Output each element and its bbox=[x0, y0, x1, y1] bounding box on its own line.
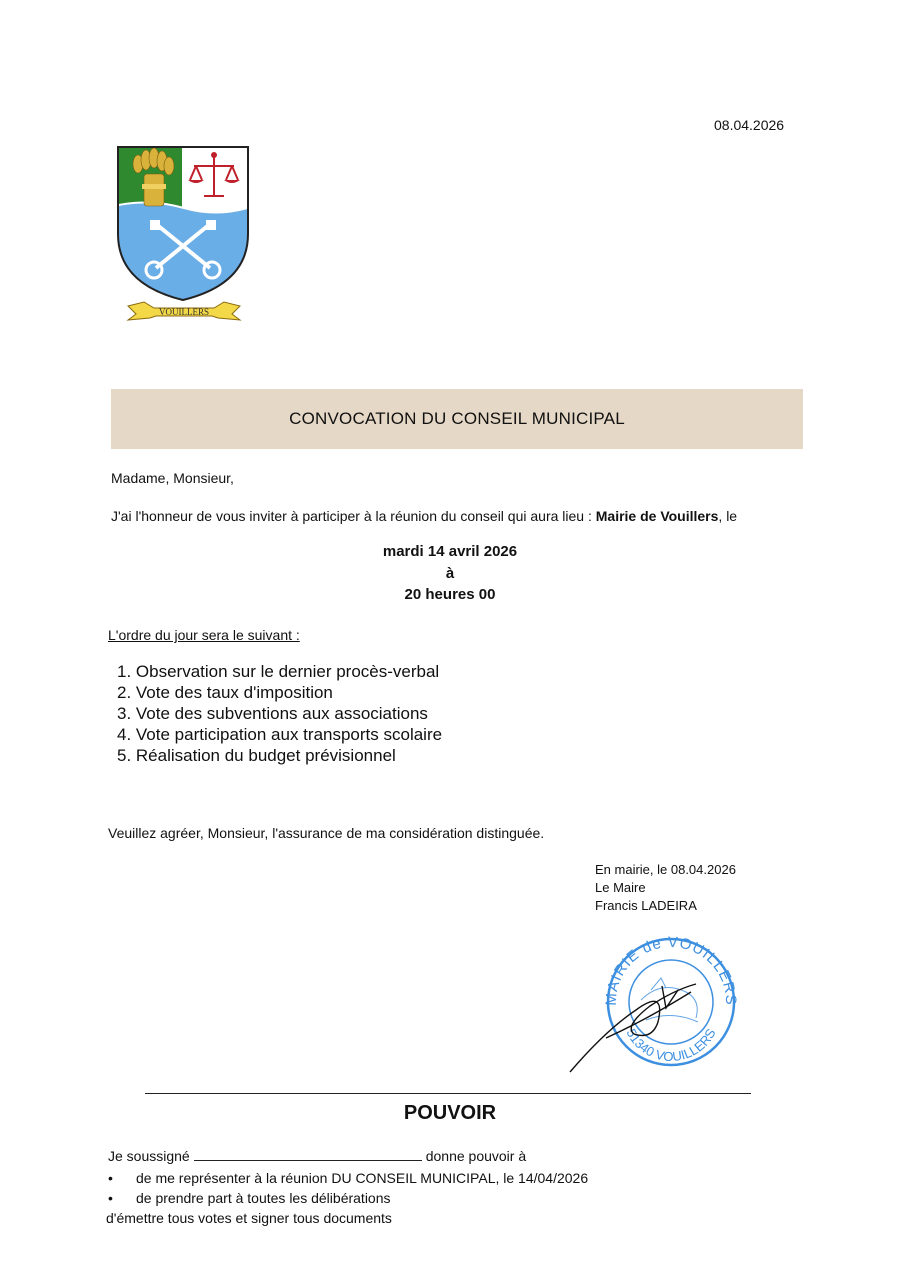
soussigne-prefix: Je soussigné bbox=[108, 1148, 190, 1164]
stamp-top-text: MAIRIE de VOUILLERS bbox=[602, 933, 740, 1007]
meeting-at: à bbox=[445, 565, 455, 582]
agenda-item: 3. Vote des subventions aux associations bbox=[117, 704, 428, 723]
soussigne-suffix: donne pouvoir à bbox=[425, 1148, 527, 1164]
pouvoir-last-line: d'émettre tous votes et signer tous documents bbox=[106, 1210, 392, 1226]
pouvoir-bullet-text: de me représenter à la réunion DU CONSEIL MUNICIPAL, le 14/04/2026 bbox=[136, 1170, 589, 1186]
document-title: CONVOCATION DU CONSEIL MUNICIPAL bbox=[289, 409, 625, 428]
meeting-date: mardi 14 avril 2026 bbox=[382, 543, 518, 560]
meeting-time: 20 heures 00 bbox=[404, 586, 496, 603]
meeting-place: Mairie de Vouillers bbox=[595, 508, 719, 524]
stamp-bottom-text: 51340 VOUILLERS bbox=[623, 1026, 719, 1065]
pouvoir-title: POUVOIR bbox=[403, 1102, 497, 1124]
mairie-stamp-signature bbox=[566, 930, 741, 1075]
pouvoir-bullet-text: de prendre part à toutes les délibérations bbox=[136, 1190, 391, 1206]
soussigne-line bbox=[108, 1148, 526, 1164]
agenda-intro: L'ordre du jour sera le suivant : bbox=[108, 627, 300, 643]
invitation-text: J'ai l'honneur de vous inviter à participer à la réunion du conseil qui aura lieu : bbox=[111, 508, 596, 524]
pouvoir-bullet bbox=[108, 1190, 391, 1206]
invitation-paragraph bbox=[111, 508, 737, 524]
agenda-list bbox=[117, 661, 442, 766]
bullet-icon: • bbox=[108, 1190, 113, 1206]
agenda-item: 2. Vote des taux d'imposition bbox=[117, 683, 333, 702]
signature-block bbox=[595, 861, 736, 915]
signature-name: Francis LADEIRA bbox=[595, 898, 697, 913]
svg-text:MAIRIE de VOUILLERS bbox=[603, 934, 739, 1006]
closing-formula: Veuillez agréer, Monsieur, l'assurance de ma considération distinguée. bbox=[108, 825, 545, 841]
document-date: 08.04.2026 bbox=[714, 117, 785, 133]
agenda-item: 1. Observation sur le dernier procès-verbal bbox=[117, 662, 440, 681]
separator-line bbox=[145, 1093, 751, 1094]
title-band bbox=[111, 389, 803, 449]
agenda-item: 4. Vote participation aux transports scolaire bbox=[117, 725, 443, 744]
salutation: Madame, Monsieur, bbox=[111, 470, 234, 486]
signature-role: Le Maire bbox=[595, 880, 646, 895]
bullet-icon: • bbox=[108, 1170, 113, 1186]
municipal-crest-logo bbox=[114, 144, 254, 324]
crest-banner-text: VOUILLERS bbox=[159, 307, 209, 317]
signature-place-date: En mairie, le 08.04.2026 bbox=[595, 862, 736, 877]
pouvoir-bullet bbox=[108, 1170, 588, 1186]
svg-text:51340 VOUILLERS bbox=[623, 1026, 718, 1064]
agenda-item: 5. Réalisation du budget prévisionnel bbox=[117, 746, 396, 765]
invitation-suffix: , le bbox=[718, 508, 738, 524]
name-blank-field[interactable] bbox=[194, 1148, 422, 1161]
